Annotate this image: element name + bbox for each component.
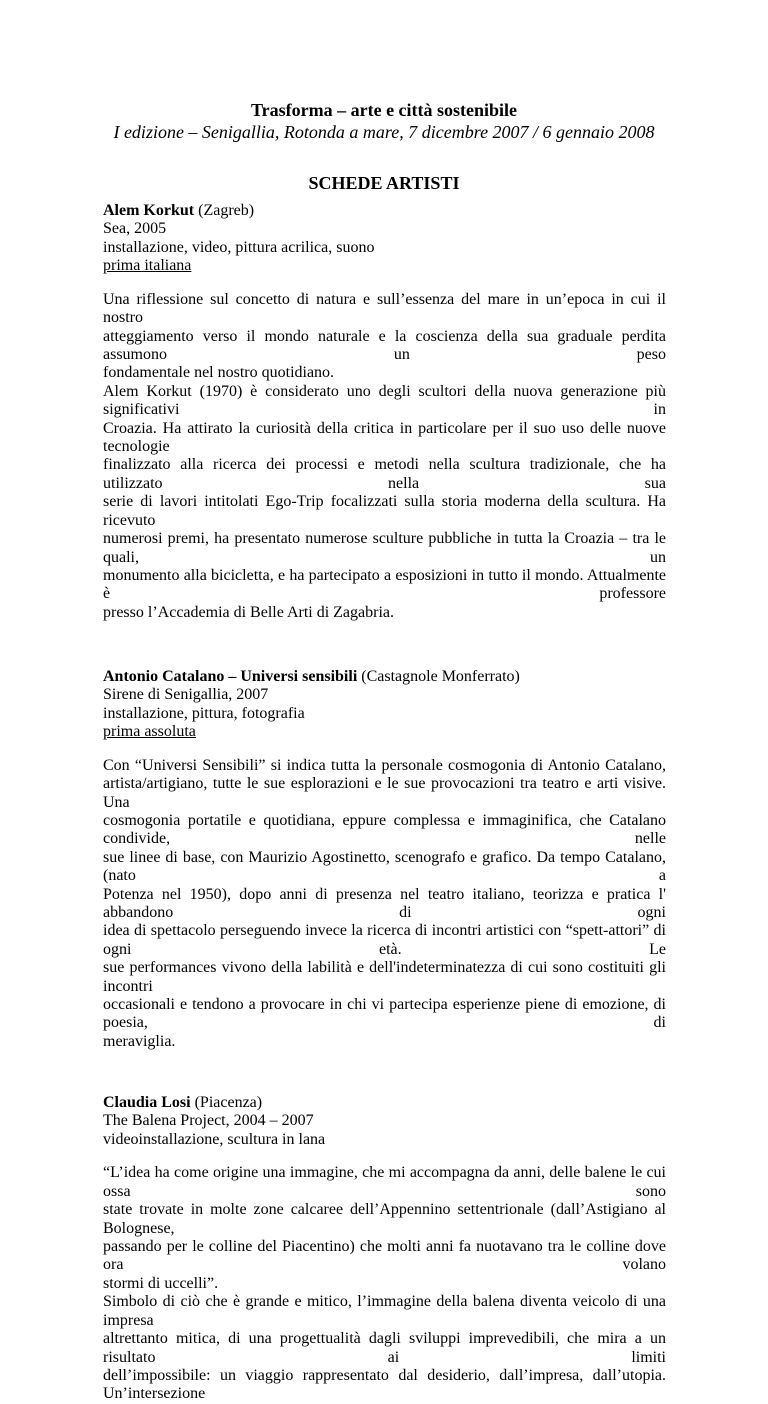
artwork-title: Sea, 2005 [103,220,167,238]
artist-paragraph [103,1293,666,1403]
artwork-title: Sirene di Senigallia, 2007 [103,686,269,704]
document-subtitle: I edizione – Senigallia, Rotonda a mare, 7 dicembre 2007 / 6 gennaio 2008 [113,121,655,142]
document-title: Trasforma – arte e città sostenibile [250,99,518,120]
artist-paragraph [103,1164,666,1293]
artwork-title: The Balena Project, 2004 – 2007 [103,1112,314,1130]
text-line: sue linee di base, con Maurizio Agostinetto, scenografo e grafico. Da tempo Catalano, (nato a [103,848,666,885]
artist-name-line [103,668,666,686]
text-line: Croazia. Ha attirato la curiosità della critica in particolare per il suo uso delle nuove tecnologie [103,419,666,456]
premiere-line [103,723,666,741]
text-line: altrettanto mitica, di una progettualità dagli sviluppi imprevedibili, che mira a un risultato ai limiti [103,1330,666,1366]
artist-name-line [103,202,666,220]
artist-paragraph [103,291,666,383]
artist-name: Antonio Catalano – Universi sensibili [103,667,358,685]
text-line: Simbolo di ciò che è grande e mitico, l’immagine della balena diventa veicolo di una impresa [103,1293,666,1329]
text-line: cosmogonia portatile e quotidiana, eppure complessa e immaginifica, che Catalano condivide, nelle [103,811,666,848]
text-line: presso l’Accademia di Belle Arti di Zagabria. [103,603,395,621]
text-line: Potenza nel 1950), dopo anni di presenza nel teatro italiano, teorizza e pratica l' abbandono di ogni [103,885,666,921]
text-line: Alem Korkut (1970) è considerato uno degli scultori della nuova generazione più significativi in [103,382,666,419]
text-line: occasionali e tendono a provocare in chi vi partecipa esperienze piene di emozione, di poesia, di [103,996,666,1032]
artist-origin: (Piacenza) [190,1093,263,1111]
text-line: atteggiamento verso il mondo naturale e la coscienza della sua graduale perdita assumono un peso [103,327,666,364]
artist-header [103,202,666,276]
text-line: Una riflessione sul concetto di natura e sull’essenza del mare in un’epoca in cui il nostro [103,290,666,327]
premiere-label: prima assoluta [103,722,196,740]
artwork-media: videoinstallazione, scultura in lana [103,1130,326,1148]
artwork-media: installazione, pittura, fotografia [103,704,305,722]
text-line: idea di spettacolo perseguendo invece la ricerca di incontri artistici con “spett-attori” di ogni età. Le [103,922,666,958]
artist-entry [103,1094,666,1404]
text-line: serie di lavori intitolati Ego-Trip focalizzati sulla storia moderna della scultura. Ha ricevuto [103,493,666,529]
text-line: sue performances vivono della labilità e dell'indeterminatezza di cui sono costituiti gli incontri [103,959,666,995]
artist-paragraph [103,383,666,622]
artist-list [103,202,666,1404]
text-line: “L’idea ha come origine una immagine, che mi accompagna da anni, delle balene le cui ossa sono [103,1164,666,1200]
text-line: fondamentale nel nostro quotidiano. [103,364,335,382]
artist-entry [103,202,666,622]
artist-paragraph [103,757,666,1052]
text-line: meraviglia. [103,1032,176,1050]
text-line: artista/artigiano, tutte le sue esplorazioni e le sue provocazioni tra teatro e arti visive. Una [103,775,666,811]
artist-name: Alem Korkut [103,201,195,219]
artwork-media: installazione, video, pittura acrilica, suono [103,238,375,256]
text-line: dell’impossibile: un viaggio rappresentato dal desiderio, dall’impresa, dall’utopia. Un’intersezione [103,1366,666,1403]
artist-origin: (Zagreb) [194,201,255,219]
text-line: stormi di uccelli”. [103,1274,219,1292]
text-line: Con “Universi Sensibili” si indica tutta la personale cosmogonia di Antonio Catalano, [103,756,666,774]
text-line: passando per le colline del Piacentino) che molti anni fa nuotavano tra le colline dove ora volano [103,1238,666,1274]
text-line: state trovate in molte zone calcaree dell’Appennino settentrionale (dall’Astigiano al Bolognese, [103,1201,666,1237]
artist-name: Claudia Losi [103,1093,191,1111]
text-line: monumento alla bicicletta, e ha partecipato a esposizioni in tutto il mondo. Attualmente è professore [103,566,666,603]
text-line: finalizzato alla ricerca dei processi e metodi nella scultura tradizionale, che ha utilizzato nella sua [103,456,666,492]
section-heading: SCHEDE ARTISTI [308,172,460,193]
artist-name-line [103,1094,666,1112]
premiere-label: prima italiana [103,257,192,275]
artist-header [103,1094,666,1149]
premiere-line [103,257,666,275]
text-line: numerosi premi, ha presentato numerose sculture pubbliche in tutta la Croazia – tra le quali, un [103,530,666,566]
artist-origin: (Castagnole Monferrato) [357,667,520,685]
artist-header [103,668,666,742]
